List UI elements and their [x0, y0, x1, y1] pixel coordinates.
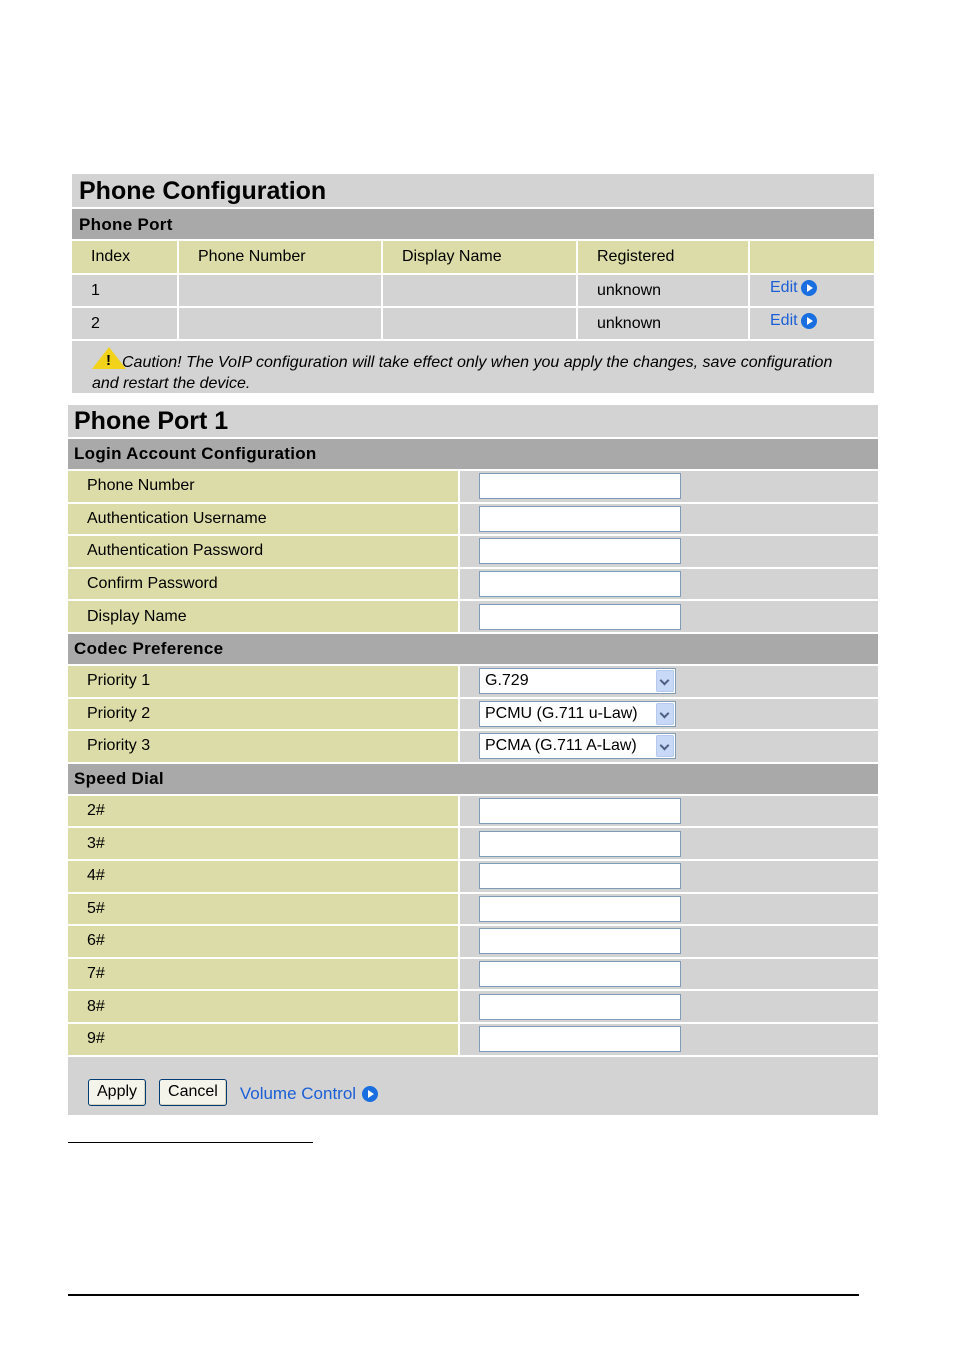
- section-title-codec-preference: Codec Preference: [68, 634, 878, 666]
- footer-rule: [68, 1294, 859, 1296]
- chevron-down-icon[interactable]: [656, 735, 674, 757]
- row-index: 2: [72, 307, 178, 340]
- edit-label: Edit: [770, 311, 798, 329]
- phone-port-table: [72, 241, 874, 341]
- priority-1-select[interactable]: [479, 668, 676, 694]
- section-title-phone-port: Phone Port: [72, 209, 874, 241]
- auth-password-input[interactable]: [479, 538, 681, 564]
- speed-dial-9-input[interactable]: [479, 1026, 681, 1052]
- section-title-login-account: Login Account Configuration: [68, 439, 878, 471]
- row-registered: unknown: [577, 274, 749, 307]
- caution-text: Caution! The VoIP configuration will take effect only when you apply the changes, save configuration and restart the device.: [92, 354, 833, 392]
- button-bar: [68, 1057, 878, 1115]
- row-registered: unknown: [577, 307, 749, 340]
- form-row-auth-username: [68, 504, 878, 537]
- speed-dial-4-input[interactable]: [479, 863, 681, 889]
- row-phone-number: [178, 274, 382, 307]
- form-row-priority-3: [68, 731, 878, 764]
- field-label: Authentication Password: [68, 536, 460, 569]
- field-label: Confirm Password: [68, 569, 460, 602]
- arrow-right-icon: [801, 313, 817, 329]
- row-action-cell: [749, 274, 874, 307]
- field-label: Display Name: [68, 601, 460, 634]
- form-row-priority-2: [68, 699, 878, 732]
- apply-button[interactable]: Apply: [88, 1079, 146, 1106]
- table-row: [72, 307, 874, 340]
- speed-dial-5-input[interactable]: [479, 896, 681, 922]
- caution-message: [72, 341, 874, 393]
- row-phone-number: [178, 307, 382, 340]
- volume-control-label: Volume Control: [239, 1083, 357, 1103]
- chevron-down-icon[interactable]: [656, 670, 674, 692]
- field-label: 6#: [68, 926, 460, 959]
- field-label: 4#: [68, 861, 460, 894]
- row-display-name: [382, 307, 577, 340]
- page-title: Phone Configuration: [72, 174, 874, 209]
- column-header-phone-number: Phone Number: [178, 241, 382, 274]
- column-header-action: [749, 241, 874, 274]
- edit-link-port-1[interactable]: [770, 279, 817, 297]
- speed-dial-3-input[interactable]: [479, 831, 681, 857]
- form-row-speed-dial: [68, 828, 878, 861]
- select-value: PCMA (G.711 A-Law): [485, 737, 637, 755]
- form-row-speed-dial: [68, 861, 878, 894]
- phone-port-title: Phone Port 1: [68, 405, 878, 439]
- phone-port-panel: [68, 405, 878, 1115]
- display-name-input[interactable]: [479, 604, 681, 630]
- form-row-display-name: [68, 601, 878, 634]
- column-header-index: Index: [72, 241, 178, 274]
- row-action-cell: [749, 307, 874, 340]
- form-row-confirm-password: [68, 569, 878, 602]
- arrow-right-icon: [362, 1086, 378, 1102]
- speed-dial-2-input[interactable]: [479, 798, 681, 824]
- cancel-button[interactable]: Cancel: [159, 1079, 227, 1106]
- field-label: 5#: [68, 894, 460, 927]
- row-index: 1: [72, 274, 178, 307]
- form-row-speed-dial: [68, 1024, 878, 1057]
- confirm-password-input[interactable]: [479, 571, 681, 597]
- footnote-rule: [68, 1142, 313, 1143]
- field-label: 8#: [68, 991, 460, 1024]
- speed-dial-8-input[interactable]: [479, 994, 681, 1020]
- table-header-row: [72, 241, 874, 274]
- table-row: [72, 274, 874, 307]
- form-row-priority-1: [68, 666, 878, 699]
- form-row-speed-dial: [68, 894, 878, 927]
- form-row-speed-dial: [68, 926, 878, 959]
- speed-dial-6-input[interactable]: [479, 928, 681, 954]
- field-label: 7#: [68, 959, 460, 992]
- column-header-display-name: Display Name: [382, 241, 577, 274]
- field-label: Priority 2: [68, 699, 460, 732]
- form-row-speed-dial: [68, 796, 878, 829]
- field-label: 9#: [68, 1024, 460, 1057]
- field-label: 3#: [68, 828, 460, 861]
- column-header-registered: Registered: [577, 241, 749, 274]
- select-value: PCMU (G.711 u-Law): [485, 704, 638, 722]
- phone-configuration-panel: [72, 174, 874, 393]
- field-label: Priority 1: [68, 666, 460, 699]
- field-label: 2#: [68, 796, 460, 829]
- form-row-auth-password: [68, 536, 878, 569]
- speed-dial-7-input[interactable]: [479, 961, 681, 987]
- form-row-phone-number: [68, 471, 878, 504]
- chevron-down-icon[interactable]: [656, 703, 674, 725]
- form-row-speed-dial: [68, 959, 878, 992]
- row-display-name: [382, 274, 577, 307]
- arrow-right-icon: [801, 280, 817, 296]
- warning-icon: [92, 347, 126, 369]
- phone-number-input[interactable]: [479, 473, 681, 499]
- edit-label: Edit: [770, 278, 798, 296]
- edit-link-port-2[interactable]: [770, 312, 817, 330]
- field-label: Phone Number: [68, 471, 460, 504]
- volume-control-link[interactable]: [240, 1084, 378, 1104]
- select-value: G.729: [485, 672, 529, 690]
- field-label: Priority 3: [68, 731, 460, 764]
- field-label: Authentication Username: [68, 504, 460, 537]
- priority-3-select[interactable]: [479, 733, 676, 759]
- auth-username-input[interactable]: [479, 506, 681, 532]
- priority-2-select[interactable]: [479, 701, 676, 727]
- form-row-speed-dial: [68, 991, 878, 1024]
- section-title-speed-dial: Speed Dial: [68, 764, 878, 796]
